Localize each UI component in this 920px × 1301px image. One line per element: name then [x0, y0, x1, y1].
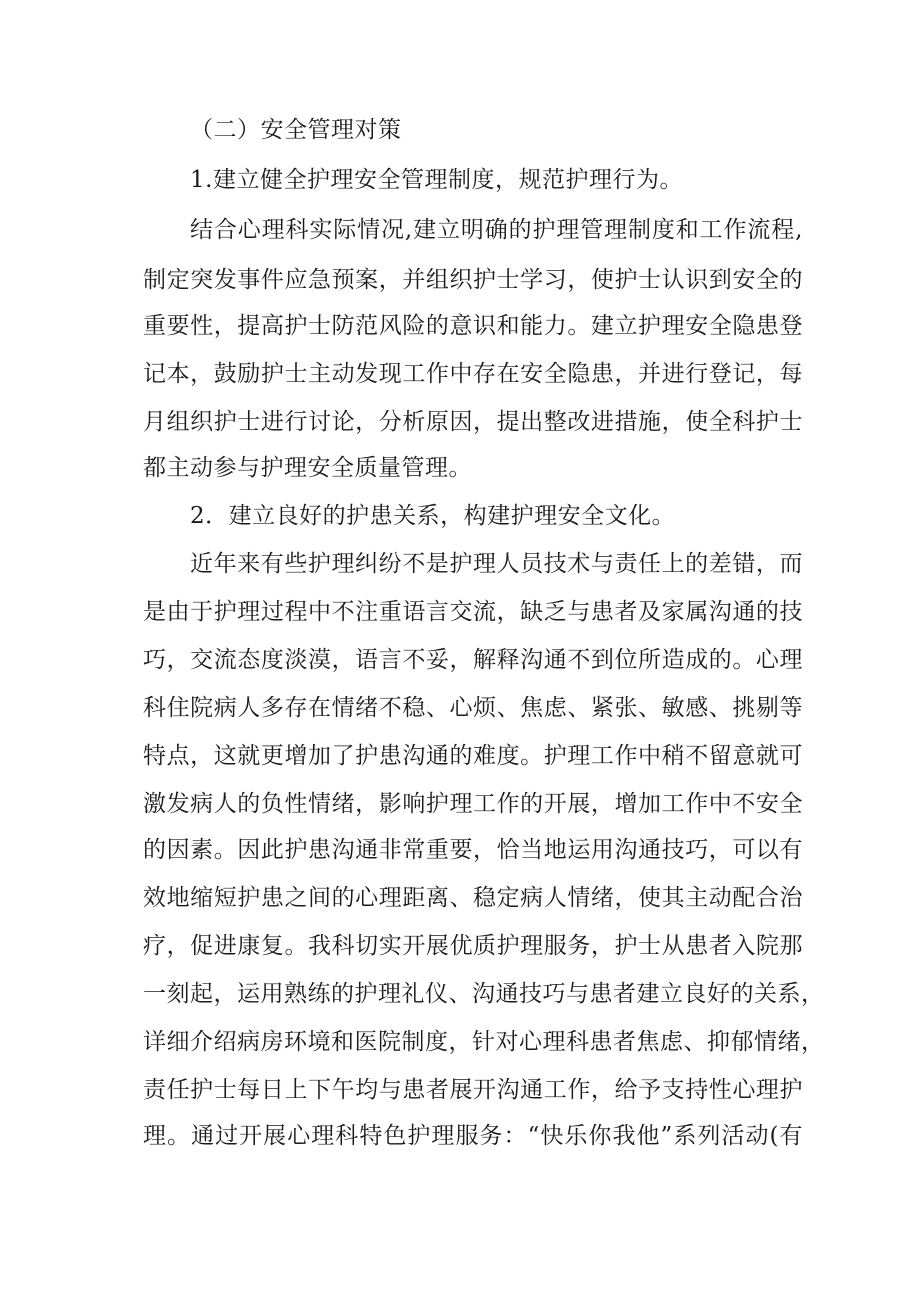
paragraph-1-line: 制定突发事件应急预案，并组织护士学习，使护士认识到安全的 — [143, 267, 803, 293]
paragraph-2-line: 一刻起，运用熟练的护理礼仪、沟通技巧与患者建立良好的关系， — [143, 981, 825, 1007]
paragraph-1-line: 重要性，提高护士防范风险的意识和能力。建立护理安全隐患登 — [143, 313, 803, 339]
paragraph-1-line: 都主动参与护理安全质量管理。 — [143, 455, 472, 481]
paragraph-1-line: 结合心理科实际情况,建立明确的护理管理制度和工作流程, — [190, 217, 803, 243]
section-heading: （二）安全管理对策 — [190, 117, 402, 143]
item-1-title: 1.建立健全护理安全管理制度，规范护理行为。 — [190, 167, 683, 193]
paragraph-2-line: 效地缩短护患之间的心理距离、稳定病人情绪，使其主动配合治 — [143, 885, 803, 911]
paragraph-1-line: 记本，鼓励护士主动发现工作中存在安全隐患，并进行登记，每 — [143, 361, 803, 387]
paragraph-2-line: 激发病人的负性情绪，影响护理工作的开展，增加工作中不安全 — [143, 791, 803, 817]
paragraph-2-line: 科住院病人多存在情绪不稳、心烦、焦虑、紧张、敏感、挑剔等 — [143, 695, 803, 721]
paragraph-2-line: 的因素。因此护患沟通非常重要，恰当地运用沟通技巧，可以有 — [143, 837, 803, 863]
paragraph-2-line: 责任护士每日上下午均与患者展开沟通工作，给予支持性心理护 — [143, 1077, 803, 1103]
paragraph-2-line: 详细介绍病房环境和医院制度，针对心理科患者焦虑、抑郁情绪， — [143, 1029, 825, 1055]
paragraph-1-line: 月组织护士进行讨论，分析原因，提出整改进措施，使全科护士 — [143, 409, 803, 435]
paragraph-2-line: 巧，交流态度淡漠，语言不妥，解释沟通不到位所造成的。心理 — [143, 647, 803, 673]
paragraph-2-line: 疗，促进康复。我科切实开展优质护理服务，护士从患者入院那 — [143, 933, 803, 959]
paragraph-2-line: 是由于护理过程中不注重语言交流，缺乏与患者及家属沟通的技 — [143, 599, 803, 625]
paragraph-2-line: 近年来有些护理纠纷不是护理人员技术与责任上的差错，而 — [190, 551, 803, 577]
item-2-title: 2．建立良好的护患关系，构建护理安全文化。 — [190, 503, 676, 529]
paragraph-2-line: 理。通过开展心理科特色护理服务：“快乐你我他”系列活动(有 — [143, 1123, 803, 1149]
paragraph-2-line: 特点，这就更增加了护患沟通的难度。护理工作中稍不留意就可 — [143, 743, 803, 769]
